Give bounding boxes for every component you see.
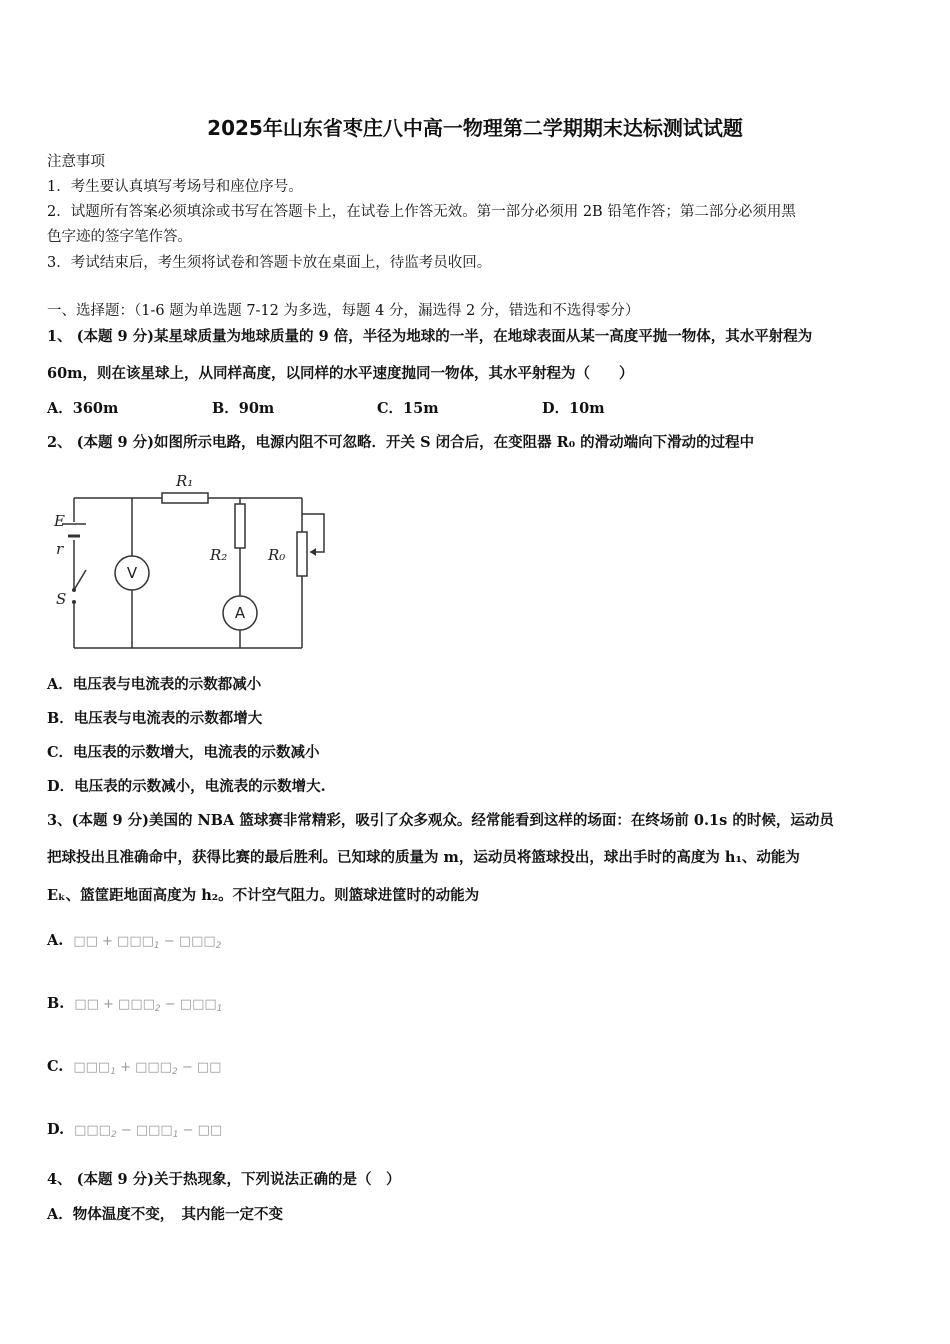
label-s: S xyxy=(56,590,67,608)
notice-3: 3．考试结束后，考生须将试卷和答题卡放在桌面上，待监考员收回。 xyxy=(47,255,492,271)
q3-stem-line1: 3、(本题 9 分)美国的 NBA 篮球赛非常精彩，吸引了众多观众。经常能看到这样的场面：在终场前 0.1s 的时候，运动员 xyxy=(47,812,834,829)
notice-heading: 注意事项 xyxy=(47,154,105,170)
q1-option-b: B．90m xyxy=(212,400,275,417)
notice-1: 1．考生要认真填写考场号和座位序号。 xyxy=(47,179,303,195)
label-r1: R₁ xyxy=(176,472,194,490)
notice-2-cont: 色字迹的签字笔作答。 xyxy=(47,229,192,245)
q1-option-d: D．10m xyxy=(542,400,605,417)
label-v: V xyxy=(126,564,138,582)
label-e: E xyxy=(54,512,65,530)
rheostat-r0 xyxy=(297,532,307,576)
q3-stem-line3: Eₖ、篮筐距地面高度为 h₂。不计空气阻力。则篮球进筐时的动能为 xyxy=(47,887,480,904)
q3-option-c: C. $□□□_1$ + $□□□_2$ − □□ xyxy=(47,1058,222,1077)
resistor-r2 xyxy=(235,504,245,548)
q2-option-b: B．电压表与电流表的示数都增大 xyxy=(47,710,263,727)
q1-stem-line1: 1、 (本题 9 分)某星球质量为地球质量的 9 倍，半径为地球的一半，在地球表面从某一高度平抛一物体，其水平射程为 xyxy=(47,328,813,345)
q2-option-d: D．电压表的示数减小，电流表的示数增大. xyxy=(47,778,326,795)
q3-option-d: D. $□□□_2$ − $□□□_1$ − □□ xyxy=(47,1121,223,1140)
resistor-r1 xyxy=(162,493,208,503)
page-title: 2025年山东省枣庄八中高一物理第二学期期末达标测试试题 xyxy=(207,116,743,140)
section-heading: 一、选择题：（1-6 题为单选题 7-12 为多选，每题 4 分，漏选得 2 分，错选和不选得零分） xyxy=(47,303,640,319)
q1-stem-line2: 60m，则在该星球上，从同样高度，以同样的水平速度抛同一物体，其水平射程为（ ） xyxy=(47,365,634,382)
switch-s xyxy=(74,570,86,590)
q3-option-a: A. □□ + $□□□_1$ − $□□□_2$ xyxy=(47,932,222,951)
notice-2: 2．试题所有答案必须填涂或书写在答题卡上，在试卷上作答无效。第一部分必须用 2B 铅笔作答；第二部分必须用黑 xyxy=(47,204,796,220)
label-r0: R₀ xyxy=(268,546,286,564)
q2-option-c: C．电压表的示数增大，电流表的示数减小 xyxy=(47,744,320,761)
q2-option-a: A．电压表与电流表的示数都减小 xyxy=(47,676,262,693)
q2-stem: 2、 (本题 9 分)如图所示电路，电源内阻不可忽略．开关 S 闭合后，在变阻器 R₀ 的滑动端向下滑动的过程中 xyxy=(47,434,755,451)
q4-option-a: A．物体温度不变， 其内能一定不变 xyxy=(47,1206,283,1223)
q3-option-b: B. □□ + $□□□_2$ − $□□□_1$ xyxy=(47,995,223,1014)
label-a: A xyxy=(234,604,246,622)
q3-stem-line2: 把球投出且准确命中，获得比赛的最后胜利。已知球的质量为 m，运动员将篮球投出，球出手时的高度为 h₁、动能为 xyxy=(47,849,800,866)
label-r: r xyxy=(56,540,64,558)
q1-option-a: A．360m xyxy=(47,400,119,417)
circuit-diagram xyxy=(44,462,344,658)
q4-stem: 4、 (本题 9 分)关于热现象，下列说法正确的是（ ） xyxy=(47,1171,401,1188)
q1-option-c: C．15m xyxy=(377,400,439,417)
label-r2: R₂ xyxy=(210,546,228,564)
